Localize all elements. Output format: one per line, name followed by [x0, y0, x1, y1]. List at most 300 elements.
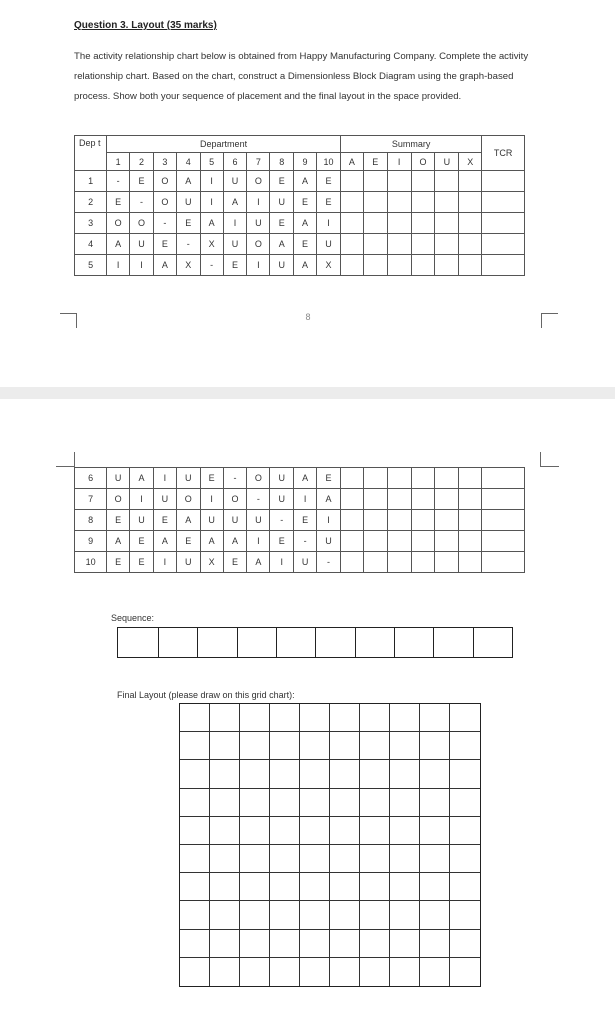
relationship-cell: U: [176, 552, 200, 573]
tcr-input-cell[interactable]: [482, 531, 525, 552]
relationship-cell: E: [130, 531, 154, 552]
relationship-cell: O: [153, 171, 176, 192]
summary-input-cell[interactable]: [411, 255, 435, 276]
layout-grid-cell[interactable]: [390, 704, 420, 732]
sequence-box[interactable]: [118, 628, 159, 657]
summary-input-cell[interactable]: [363, 255, 387, 276]
relationship-cell: -: [247, 489, 270, 510]
summary-input-cell[interactable]: [387, 510, 411, 531]
layout-grid-cell[interactable]: [300, 901, 330, 929]
summary-input-cell[interactable]: [435, 552, 459, 573]
summary-input-cell[interactable]: [411, 531, 435, 552]
layout-grid-cell[interactable]: [300, 845, 330, 873]
dept-column-header: 4: [176, 153, 200, 171]
relationship-cell: O: [153, 192, 176, 213]
layout-grid-cell[interactable]: [420, 760, 450, 788]
layout-grid-cell[interactable]: [300, 873, 330, 901]
summary-input-cell[interactable]: [435, 192, 459, 213]
layout-grid-cell[interactable]: [300, 704, 330, 732]
sequence-box[interactable]: [356, 628, 395, 657]
summary-input-cell[interactable]: [435, 531, 459, 552]
layout-grid-cell[interactable]: [240, 704, 270, 732]
layout-grid-cell[interactable]: [450, 732, 480, 760]
layout-grid-cell[interactable]: [390, 873, 420, 901]
page-separator: [0, 387, 615, 399]
relationship-cell: A: [223, 192, 247, 213]
sequence-box[interactable]: [316, 628, 355, 657]
layout-grid-cell[interactable]: [210, 901, 240, 929]
layout-grid-cell[interactable]: [360, 901, 390, 929]
relationship-cell: U: [270, 468, 294, 489]
question-heading: Question 3. Layout (35 marks): [74, 20, 217, 31]
relationship-cell: -: [223, 468, 247, 489]
relationship-cell: A: [153, 531, 176, 552]
summary-column-header: O: [411, 153, 435, 171]
summary-input-cell[interactable]: [340, 255, 363, 276]
relationship-cell: E: [130, 552, 154, 573]
relationship-cell: U: [223, 510, 247, 531]
dept-column-header: 1: [107, 153, 130, 171]
dept-header-cell: Dep t: [75, 136, 107, 171]
sequence-box[interactable]: [159, 628, 198, 657]
page-corner-mark: [56, 452, 75, 467]
table-row: [75, 255, 525, 276]
layout-grid-cell[interactable]: [270, 930, 300, 958]
relationship-cell: O: [107, 213, 130, 234]
table-row: [75, 234, 525, 255]
summary-input-cell[interactable]: [387, 213, 411, 234]
layout-grid-cell[interactable]: [240, 901, 270, 929]
relationship-cell: -: [270, 510, 294, 531]
summary-input-cell[interactable]: [435, 171, 459, 192]
tcr-input-cell[interactable]: [482, 255, 525, 276]
layout-grid-cell[interactable]: [210, 873, 240, 901]
summary-input-cell[interactable]: [387, 234, 411, 255]
summary-column-header: U: [435, 153, 459, 171]
relationship-cell: E: [176, 213, 200, 234]
layout-grid-cell[interactable]: [270, 901, 300, 929]
layout-grid-cell[interactable]: [420, 732, 450, 760]
dept-column-header: 9: [294, 153, 317, 171]
layout-grid-cell[interactable]: [270, 873, 300, 901]
relationship-cell: U: [200, 510, 223, 531]
dept-column-header: 2: [130, 153, 154, 171]
layout-grid-cell[interactable]: [450, 901, 480, 929]
dept-column-header: 10: [316, 153, 340, 171]
summary-input-cell[interactable]: [411, 468, 435, 489]
summary-input-cell[interactable]: [459, 531, 482, 552]
layout-grid-cell[interactable]: [210, 732, 240, 760]
layout-grid-cell[interactable]: [180, 930, 210, 958]
relationship-cell: U: [223, 171, 247, 192]
layout-grid-cell[interactable]: [330, 704, 360, 732]
layout-grid-cell[interactable]: [420, 817, 450, 845]
summary-input-cell[interactable]: [459, 192, 482, 213]
dept-number-cell: 4: [75, 234, 107, 255]
relationship-cell: O: [107, 489, 130, 510]
layout-grid-cell[interactable]: [330, 901, 360, 929]
relationship-cell: A: [294, 468, 317, 489]
summary-input-cell[interactable]: [363, 234, 387, 255]
layout-grid-cell[interactable]: [390, 958, 420, 986]
relationship-cell: E: [200, 468, 223, 489]
summary-input-cell[interactable]: [387, 468, 411, 489]
summary-input-cell[interactable]: [387, 489, 411, 510]
final-layout-label: Final Layout (please draw on this grid chart):: [117, 690, 295, 700]
layout-grid-cell[interactable]: [390, 845, 420, 873]
relationship-cell: E: [107, 192, 130, 213]
summary-input-cell[interactable]: [387, 255, 411, 276]
dept-number-cell: 5: [75, 255, 107, 276]
layout-grid-cell[interactable]: [450, 930, 480, 958]
relationship-cell: U: [153, 489, 176, 510]
layout-grid-cell[interactable]: [240, 930, 270, 958]
summary-input-cell[interactable]: [340, 489, 363, 510]
layout-grid-cell[interactable]: [270, 958, 300, 986]
relationship-cell: E: [153, 510, 176, 531]
summary-input-cell[interactable]: [459, 255, 482, 276]
relationship-cell: U: [176, 192, 200, 213]
summary-input-cell[interactable]: [459, 234, 482, 255]
layout-grid-cell[interactable]: [210, 930, 240, 958]
layout-grid-cell[interactable]: [390, 817, 420, 845]
summary-input-cell[interactable]: [340, 234, 363, 255]
summary-input-cell[interactable]: [411, 213, 435, 234]
summary-input-cell[interactable]: [387, 531, 411, 552]
tcr-input-cell[interactable]: [482, 468, 525, 489]
layout-grid-cell[interactable]: [330, 789, 360, 817]
tcr-input-cell[interactable]: [482, 489, 525, 510]
layout-grid-cell[interactable]: [330, 845, 360, 873]
layout-grid-cell[interactable]: [330, 873, 360, 901]
relationship-cell: A: [270, 234, 294, 255]
layout-grid-cell[interactable]: [450, 845, 480, 873]
layout-grid-cell[interactable]: [450, 958, 480, 986]
summary-input-cell[interactable]: [363, 531, 387, 552]
relationship-cell: E: [176, 531, 200, 552]
layout-grid-cell[interactable]: [360, 732, 390, 760]
layout-grid-cell[interactable]: [300, 930, 330, 958]
summary-input-cell[interactable]: [363, 510, 387, 531]
layout-grid-cell[interactable]: [210, 845, 240, 873]
relationship-cell: X: [200, 234, 223, 255]
relationship-cell: E: [316, 171, 340, 192]
summary-input-cell[interactable]: [340, 552, 363, 573]
relationship-cell: U: [247, 213, 270, 234]
relationship-cell: E: [270, 531, 294, 552]
layout-grid-cell[interactable]: [390, 760, 420, 788]
sequence-box[interactable]: [277, 628, 316, 657]
layout-grid-cell[interactable]: [420, 845, 450, 873]
summary-input-cell[interactable]: [411, 171, 435, 192]
relationship-cell: A: [107, 531, 130, 552]
layout-grid-cell[interactable]: [360, 789, 390, 817]
dept-number-cell: 1: [75, 171, 107, 192]
layout-grid-cell[interactable]: [240, 732, 270, 760]
summary-column-header: A: [340, 153, 363, 171]
relationship-cell: E: [317, 468, 341, 489]
table-row: [75, 531, 525, 552]
dept-column-header: 3: [153, 153, 176, 171]
tcr-input-cell[interactable]: [482, 234, 525, 255]
relationship-cell: U: [176, 468, 200, 489]
relationship-cell: E: [294, 510, 317, 531]
relationship-cell: U: [130, 510, 154, 531]
layout-grid-cell[interactable]: [270, 732, 300, 760]
summary-input-cell[interactable]: [411, 234, 435, 255]
layout-grid-cell[interactable]: [360, 930, 390, 958]
dept-column-header: 7: [247, 153, 270, 171]
table-row: [75, 171, 525, 192]
layout-grid-cell[interactable]: [180, 901, 210, 929]
summary-input-cell[interactable]: [459, 510, 482, 531]
summary-group-header: Summary: [340, 136, 481, 153]
summary-input-cell[interactable]: [340, 531, 363, 552]
relationship-cell: I: [200, 171, 223, 192]
dept-number-cell: 8: [75, 510, 107, 531]
layout-grid-cell[interactable]: [180, 732, 210, 760]
layout-grid-cell[interactable]: [390, 930, 420, 958]
relationship-cell: A: [317, 489, 341, 510]
summary-input-cell[interactable]: [435, 255, 459, 276]
relationship-cell: U: [270, 255, 294, 276]
relationship-cell: E: [270, 213, 294, 234]
summary-input-cell[interactable]: [411, 192, 435, 213]
sequence-box[interactable]: [238, 628, 277, 657]
table-row: [75, 192, 525, 213]
layout-grid-cell[interactable]: [450, 873, 480, 901]
layout-grid-cell[interactable]: [330, 958, 360, 986]
layout-grid-cell[interactable]: [360, 958, 390, 986]
layout-grid-cell[interactable]: [180, 958, 210, 986]
summary-input-cell[interactable]: [435, 213, 459, 234]
sequence-label: Sequence:: [111, 613, 155, 623]
layout-grid-cell[interactable]: [270, 845, 300, 873]
layout-grid-cell[interactable]: [450, 789, 480, 817]
summary-input-cell[interactable]: [387, 192, 411, 213]
summary-input-cell[interactable]: [435, 234, 459, 255]
tcr-input-cell[interactable]: [482, 552, 525, 573]
activity-relationship-chart-part1: [74, 135, 525, 276]
relationship-cell: E: [316, 192, 340, 213]
sequence-box[interactable]: [395, 628, 434, 657]
relationship-cell: A: [294, 171, 317, 192]
layout-grid-cell[interactable]: [210, 958, 240, 986]
dept-number-cell: 9: [75, 531, 107, 552]
layout-grid-cell[interactable]: [360, 845, 390, 873]
layout-grid-cell[interactable]: [450, 704, 480, 732]
layout-grid-cell[interactable]: [420, 930, 450, 958]
table-row: [75, 489, 525, 510]
layout-grid-cell[interactable]: [300, 760, 330, 788]
relationship-cell: A: [153, 255, 176, 276]
relationship-cell: X: [316, 255, 340, 276]
summary-input-cell[interactable]: [459, 468, 482, 489]
layout-grid-cell[interactable]: [420, 704, 450, 732]
layout-grid-cell[interactable]: [240, 958, 270, 986]
relationship-cell: A: [294, 255, 317, 276]
layout-grid-cell[interactable]: [180, 704, 210, 732]
layout-grid-cell[interactable]: [390, 789, 420, 817]
relationship-cell: E: [223, 552, 247, 573]
summary-input-cell[interactable]: [435, 468, 459, 489]
summary-input-cell[interactable]: [459, 171, 482, 192]
layout-grid-cell[interactable]: [330, 760, 360, 788]
layout-grid-cell[interactable]: [210, 817, 240, 845]
dept-number-cell: 3: [75, 213, 107, 234]
summary-input-cell[interactable]: [459, 552, 482, 573]
layout-grid-cell[interactable]: [420, 873, 450, 901]
layout-grid-cell[interactable]: [210, 789, 240, 817]
layout-grid-cell[interactable]: [270, 760, 300, 788]
relationship-cell: -: [130, 192, 154, 213]
layout-grid-cell[interactable]: [180, 760, 210, 788]
summary-input-cell[interactable]: [411, 510, 435, 531]
sequence-box[interactable]: [474, 628, 512, 657]
sequence-box[interactable]: [434, 628, 473, 657]
summary-input-cell[interactable]: [363, 171, 387, 192]
layout-grid-cell[interactable]: [300, 958, 330, 986]
relationship-cell: E: [153, 234, 176, 255]
relationship-cell: I: [107, 255, 130, 276]
dept-column-header: 6: [223, 153, 247, 171]
summary-input-cell[interactable]: [411, 489, 435, 510]
relationship-cell: A: [130, 468, 154, 489]
layout-grid-cell[interactable]: [390, 901, 420, 929]
tcr-input-cell[interactable]: [482, 213, 525, 234]
relationship-cell: -: [153, 213, 176, 234]
relationship-cell: X: [176, 255, 200, 276]
summary-input-cell[interactable]: [340, 192, 363, 213]
summary-input-cell[interactable]: [435, 510, 459, 531]
summary-input-cell[interactable]: [340, 468, 363, 489]
layout-grid-cell[interactable]: [360, 873, 390, 901]
layout-grid-cell[interactable]: [270, 789, 300, 817]
layout-grid-cell[interactable]: [300, 732, 330, 760]
layout-grid-cell[interactable]: [240, 817, 270, 845]
layout-grid-cell[interactable]: [180, 789, 210, 817]
dept-number-cell: 6: [75, 468, 107, 489]
summary-input-cell[interactable]: [340, 510, 363, 531]
relationship-cell: I: [153, 552, 176, 573]
layout-grid-cell[interactable]: [180, 845, 210, 873]
summary-input-cell[interactable]: [459, 489, 482, 510]
relationship-cell: I: [200, 192, 223, 213]
relationship-cell: U: [107, 468, 130, 489]
tcr-input-cell[interactable]: [482, 510, 525, 531]
layout-grid-cell[interactable]: [180, 873, 210, 901]
layout-grid-cell[interactable]: [240, 760, 270, 788]
summary-input-cell[interactable]: [363, 489, 387, 510]
relationship-cell: E: [107, 552, 130, 573]
summary-input-cell[interactable]: [411, 552, 435, 573]
layout-grid-cell[interactable]: [360, 817, 390, 845]
relationship-cell: I: [130, 489, 154, 510]
layout-grid-cell[interactable]: [330, 817, 360, 845]
layout-grid-cell[interactable]: [450, 817, 480, 845]
relationship-cell: O: [247, 171, 270, 192]
layout-grid-cell[interactable]: [300, 817, 330, 845]
relationship-cell: U: [270, 192, 294, 213]
summary-input-cell[interactable]: [363, 552, 387, 573]
table-row: [75, 510, 525, 531]
layout-grid-cell[interactable]: [240, 845, 270, 873]
summary-input-cell[interactable]: [459, 213, 482, 234]
layout-grid-cell[interactable]: [210, 704, 240, 732]
relationship-cell: A: [247, 552, 270, 573]
tcr-input-cell[interactable]: [482, 192, 525, 213]
summary-column-header: X: [459, 153, 482, 171]
dept-number-cell: 10: [75, 552, 107, 573]
relationship-cell: A: [223, 531, 247, 552]
relationship-cell: O: [247, 468, 270, 489]
layout-grid-cell[interactable]: [360, 760, 390, 788]
relationship-cell: -: [294, 531, 317, 552]
layout-grid-cell[interactable]: [270, 817, 300, 845]
summary-input-cell[interactable]: [387, 171, 411, 192]
relationship-cell: U: [130, 234, 154, 255]
question-instructions: The activity relationship chart below is obtained from Happy Manufacturing Company. Complete the activity relationship chart. Based on the chart, construct a Dimensionless Block Diagram using the graph-based process. Show both your sequence of placement and the final layout in the space provided.: [74, 51, 529, 102]
relationship-cell: A: [176, 510, 200, 531]
summary-input-cell[interactable]: [340, 171, 363, 192]
layout-grid-cell[interactable]: [330, 732, 360, 760]
dept-number-cell: 2: [75, 192, 107, 213]
sequence-boxes[interactable]: [117, 627, 513, 658]
layout-grid-cell[interactable]: [420, 901, 450, 929]
layout-grid-cell[interactable]: [210, 760, 240, 788]
layout-grid-cell[interactable]: [420, 958, 450, 986]
layout-grid-cell[interactable]: [240, 873, 270, 901]
layout-grid-cell[interactable]: [300, 789, 330, 817]
tcr-input-cell[interactable]: [482, 171, 525, 192]
layout-grid-cell[interactable]: [330, 930, 360, 958]
dept-column-header: 5: [200, 153, 223, 171]
relationship-cell: O: [223, 489, 247, 510]
relationship-cell: I: [247, 192, 270, 213]
layout-grid-cell[interactable]: [270, 704, 300, 732]
summary-input-cell[interactable]: [387, 552, 411, 573]
summary-input-cell[interactable]: [340, 213, 363, 234]
summary-input-cell[interactable]: [363, 213, 387, 234]
summary-input-cell[interactable]: [363, 192, 387, 213]
relationship-cell: A: [107, 234, 130, 255]
layout-grid-cell[interactable]: [390, 732, 420, 760]
relationship-cell: U: [294, 552, 317, 573]
layout-grid-cell[interactable]: [180, 817, 210, 845]
relationship-cell: O: [247, 234, 270, 255]
relationship-cell: -: [317, 552, 341, 573]
layout-grid-cell[interactable]: [360, 704, 390, 732]
summary-input-cell[interactable]: [363, 468, 387, 489]
layout-grid-cell[interactable]: [420, 789, 450, 817]
summary-column-header: I: [387, 153, 411, 171]
sequence-box[interactable]: [198, 628, 237, 657]
layout-grid-cell[interactable]: [450, 760, 480, 788]
relationship-cell: -: [107, 171, 130, 192]
relationship-cell: E: [294, 234, 317, 255]
department-group-header: Department: [107, 136, 341, 153]
page-number: 8: [305, 312, 311, 322]
relationship-cell: A: [294, 213, 317, 234]
relationship-cell: U: [223, 234, 247, 255]
relationship-cell: I: [317, 510, 341, 531]
table-row: [75, 552, 525, 573]
summary-input-cell[interactable]: [435, 489, 459, 510]
final-layout-grid[interactable]: [179, 703, 481, 987]
relationship-cell: -: [176, 234, 200, 255]
relationship-cell: A: [200, 213, 223, 234]
layout-grid-cell[interactable]: [240, 789, 270, 817]
